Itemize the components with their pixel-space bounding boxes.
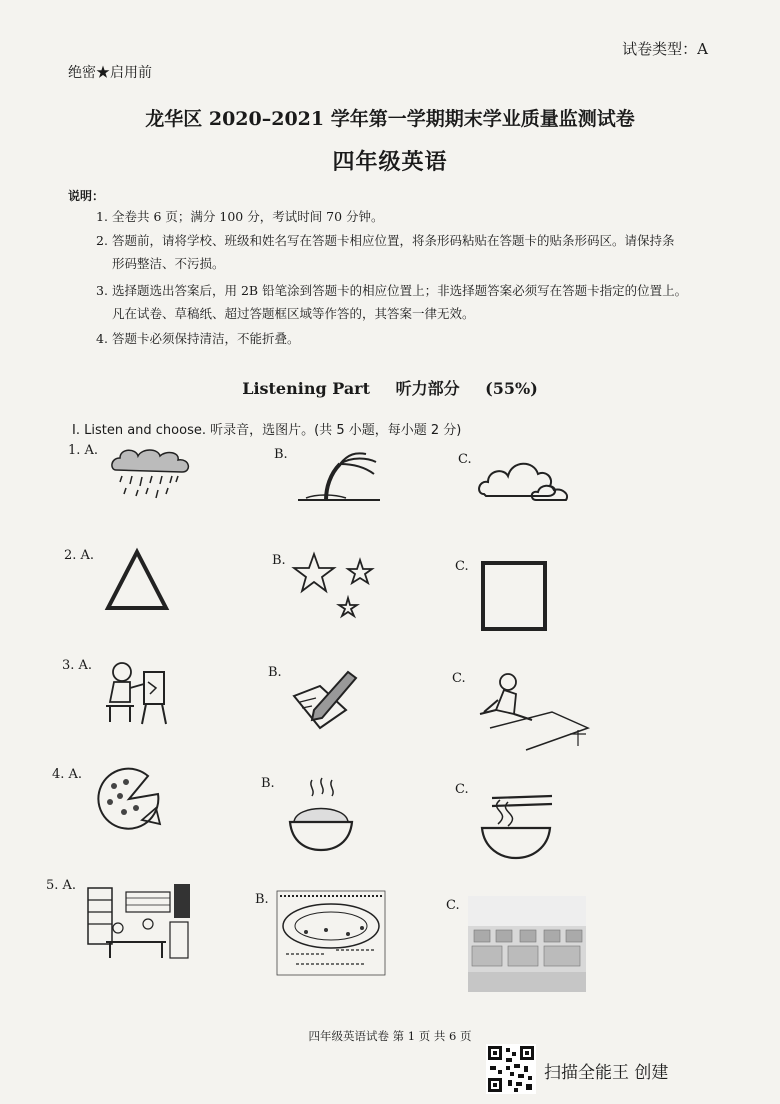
note-item <box>96 229 706 275</box>
page-footer: 四年级英语试卷 第 1 页 共 6 页 <box>308 1029 472 1043</box>
question-2-option-c-label: C. <box>455 559 469 574</box>
exam-title: 龙华区 2020–2021 学年第一学期期末学业质量监测试卷 <box>145 108 635 130</box>
boy-drawing-icon[interactable] <box>100 658 170 728</box>
question-5-option-a-label: 5. A. <box>46 878 77 893</box>
qr-code-icon <box>486 1044 536 1094</box>
note-item <box>96 279 706 325</box>
note-number: 2. <box>96 233 108 248</box>
note-text: 答题前，请将学校、班级和姓名写在答题卡相应位置，将条形码粘贴在答题卡的贴条形码区。请保持条 <box>112 233 675 248</box>
computer-room-icon[interactable] <box>468 896 586 992</box>
question-3-option-c-label: C. <box>452 671 466 686</box>
note-number: 4. <box>96 331 108 346</box>
note-number: 3. <box>96 283 108 298</box>
note-continuation: 凡在试卷、草稿纸、超过答题框区域等作答的，其答案一律无效。 <box>112 306 475 321</box>
question-4-option-a-label: 4. A. <box>52 767 83 782</box>
exam-subtitle: 四年级英语 <box>332 149 448 175</box>
section-title-cn: 听力部分 <box>395 379 460 398</box>
section-title-en: Listening Part <box>242 379 370 398</box>
notes-heading: 说明： <box>68 189 105 203</box>
question-4-option-c-label: C. <box>455 782 469 797</box>
playground-icon[interactable] <box>276 890 386 976</box>
note-text: 答题卡必须保持清洁，不能折叠。 <box>112 331 300 346</box>
section-heading <box>0 376 780 399</box>
question-instruction: Ⅰ. Listen and choose. 听录音，选图片。(共 5 小题，每小题 2 分) <box>72 423 462 438</box>
confidential-label: 绝密★启用前 <box>68 65 152 81</box>
question-5-option-c-label: C. <box>446 898 460 913</box>
note-item <box>96 205 706 228</box>
pencil-writing-icon[interactable] <box>290 666 360 732</box>
bowl-of-noodles-icon[interactable] <box>478 790 554 862</box>
library-icon[interactable] <box>86 882 194 962</box>
triangle-icon[interactable] <box>104 548 170 612</box>
section-score: (55%) <box>485 379 538 398</box>
question-2-option-a-label: 2. A. <box>64 548 95 563</box>
paper-type-label: 试卷类型：A <box>622 40 708 58</box>
pizza-icon[interactable] <box>96 768 162 830</box>
scanner-watermark: 扫描全能王 创建 <box>544 1063 669 1083</box>
note-item <box>96 327 706 350</box>
question-5-option-b-label: B. <box>255 892 269 907</box>
rain-cloud-icon[interactable] <box>108 446 196 504</box>
question-1-option-a-label: 1. A. <box>68 443 99 458</box>
square-icon[interactable] <box>480 560 548 632</box>
boy-stretching-icon[interactable] <box>466 672 588 750</box>
question-1-option-b-label: B. <box>274 447 288 462</box>
note-text: 选择题选出答案后，用 2B 铅笔涂到答题卡的相应位置上；非选择题答案必须写在答题卡指定的位置上。 <box>112 283 688 298</box>
clouds-icon[interactable] <box>478 454 572 502</box>
windy-palm-tree-icon[interactable] <box>296 452 382 504</box>
stars-icon[interactable] <box>292 552 376 620</box>
note-text: 全卷共 6 页；满分 100 分，考试时间 70 分钟。 <box>112 209 384 224</box>
bowl-of-rice-icon[interactable] <box>286 776 356 856</box>
question-3-option-b-label: B. <box>268 665 282 680</box>
note-continuation: 形码整洁、不污损。 <box>112 256 225 271</box>
question-2-option-b-label: B. <box>272 553 286 568</box>
question-1-option-c-label: C. <box>458 452 472 467</box>
question-3-option-a-label: 3. A. <box>62 658 93 673</box>
question-4-option-b-label: B. <box>261 776 275 791</box>
note-number: 1. <box>96 209 108 224</box>
